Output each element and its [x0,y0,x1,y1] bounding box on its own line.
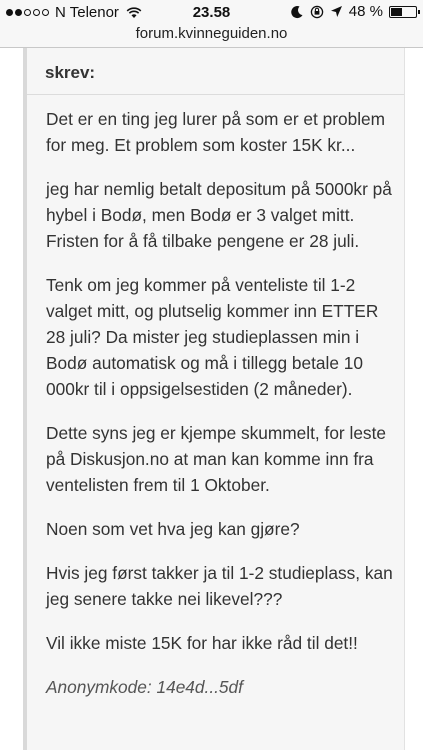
paragraph: Noen som vet hva jeg kan gjøre? [46,519,300,539]
paragraph: Vil ikke miste 15K for har ikke råd til det!! [46,633,358,653]
status-bar [0,0,423,24]
moon-icon [290,5,304,19]
url-host[interactable]: forum.kvinneguiden.no [135,25,288,42]
battery-icon [389,6,417,18]
clock: 23.58 [192,4,231,21]
address-bar[interactable] [0,24,423,48]
anonymous-code: Anonymkode: 14e4d...5df [46,677,243,697]
orientation-lock-icon [310,5,324,19]
quote-header: skrev: [27,56,404,95]
quote-block [27,48,405,750]
paragraph: Dette syns jeg er kjempe skummelt, for leste på Diskusjon.no at man kan komme inn fra ventelisten frem til 1 Oktober. [46,423,386,495]
paragraph: Hvis jeg først takker ja til 1-2 studieplass, kan jeg senere takke nei likevel??? [46,563,393,609]
paragraph: Tenk om jeg kommer på venteliste til 1-2 valget mitt, og plutselig kommer inn ETTER 28 juli? Da mister jeg studieplassen min i Bodø automatisk og må i tillegg betale 10 000kr til i oppsigelsestiden (2 måneder). [46,275,379,399]
battery-level [391,8,402,16]
status-right [290,3,417,20]
page-content [0,48,423,750]
paragraph: jeg har nemlig betalt depositum på 5000kr på hybel i Bodø, men Bodø er 3 valget mitt. Fristen for å få tilbake pengene er 28 juli. [46,179,392,251]
quote-body [46,106,394,718]
carrier-name: N Telenor [55,4,119,21]
battery-percent: 48 % [348,3,383,20]
paragraph: Det er en ting jeg lurer på som er et problem for meg. Et problem som koster 15K kr... [46,109,386,155]
location-arrow-icon [330,5,343,18]
